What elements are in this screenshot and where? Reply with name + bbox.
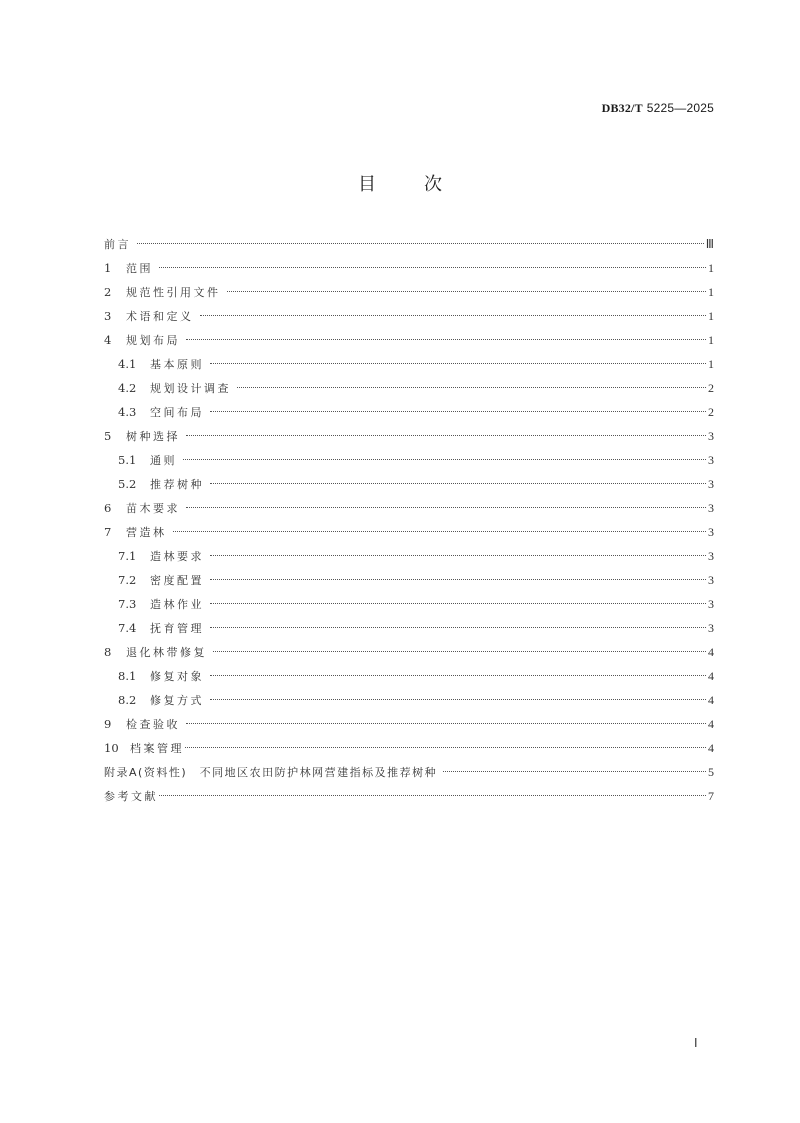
toc-label: 规划布局 [126, 334, 180, 347]
toc-label: 基本原则 [150, 358, 204, 371]
toc-number: 5.1 [118, 453, 137, 467]
toc-entry-7[interactable] [104, 522, 714, 546]
toc-page: 3 [708, 501, 714, 515]
toc-number: 5 [104, 429, 112, 443]
toc-entry-appendix-a[interactable] [104, 762, 714, 786]
toc-number: 5.2 [118, 477, 137, 491]
dot-leader [186, 507, 706, 508]
toc-number: 6 [104, 501, 112, 515]
table-of-contents [104, 234, 714, 810]
toc-page: 3 [708, 621, 714, 635]
dot-leader [210, 555, 706, 556]
toc-number: 4 [104, 333, 112, 347]
toc-label: 附录A(资料性) 不同地区农田防护林网营建指标及推荐树种 [104, 766, 438, 779]
dot-leader [186, 723, 706, 724]
toc-entry-4[interactable] [104, 330, 714, 354]
toc-entry-6[interactable] [104, 498, 714, 522]
toc-number: 7.4 [118, 621, 137, 635]
dot-leader [210, 363, 706, 364]
dot-leader [213, 651, 706, 652]
toc-label: 参考文献 [104, 790, 158, 803]
toc-page: 3 [708, 453, 714, 467]
page-title [0, 170, 800, 196]
dot-leader [210, 675, 706, 676]
toc-label: 规范性引用文件 [126, 286, 221, 299]
toc-number: 8 [104, 645, 112, 659]
dot-leader [210, 603, 706, 604]
toc-label: 修复对象 [150, 670, 204, 683]
toc-label: 退化林带修复 [126, 646, 207, 659]
title-char-2: 次 [424, 174, 442, 195]
dot-leader [185, 747, 706, 748]
title-char-1: 目 [358, 174, 376, 195]
toc-label: 密度配置 [150, 574, 204, 587]
toc-entry-1[interactable] [104, 258, 714, 282]
toc-entry-7-4[interactable] [104, 618, 714, 642]
toc-page: 4 [708, 717, 714, 731]
dot-leader [210, 699, 706, 700]
toc-number: 4.3 [118, 405, 137, 419]
dot-leader [159, 795, 706, 796]
toc-label: 空间布局 [150, 406, 204, 419]
toc-page: 1 [708, 285, 714, 299]
toc-number: 2 [104, 285, 112, 299]
toc-label: 抚育管理 [150, 622, 204, 635]
toc-page: 3 [708, 573, 714, 587]
dot-leader [210, 627, 706, 628]
toc-entry-5-1[interactable] [104, 450, 714, 474]
toc-label: 造林作业 [150, 598, 204, 611]
toc-page: 3 [708, 477, 714, 491]
toc-page: 2 [708, 405, 714, 419]
toc-entry-foreword[interactable] [104, 234, 714, 258]
dot-leader [210, 411, 706, 412]
toc-page: 7 [708, 789, 714, 803]
toc-entry-5[interactable] [104, 426, 714, 450]
toc-label: 苗木要求 [126, 502, 180, 515]
toc-page: 3 [708, 597, 714, 611]
toc-number: 4.2 [118, 381, 137, 395]
toc-number: 4.1 [118, 357, 137, 371]
toc-entry-references[interactable] [104, 786, 714, 810]
toc-entry-8[interactable] [104, 642, 714, 666]
document-code-number: 5225—2025 [646, 101, 714, 115]
toc-entry-8-1[interactable] [104, 666, 714, 690]
dot-leader [210, 579, 706, 580]
toc-number: 1 [104, 261, 112, 275]
toc-label: 推荐树种 [150, 478, 204, 491]
toc-entry-4-2[interactable] [104, 378, 714, 402]
toc-page: 4 [708, 669, 714, 683]
toc-number: 7.3 [118, 597, 137, 611]
toc-page: 4 [708, 645, 714, 659]
toc-page: 4 [708, 741, 714, 755]
toc-number: 7.1 [118, 549, 137, 563]
toc-label: 前言 [104, 238, 131, 251]
toc-entry-10[interactable] [104, 738, 714, 762]
toc-page: 1 [708, 333, 714, 347]
dot-leader [137, 243, 704, 244]
toc-entry-4-1[interactable] [104, 354, 714, 378]
toc-page: 3 [708, 525, 714, 539]
toc-number: 7.2 [118, 573, 137, 587]
document-code-prefix: DB32/T [601, 101, 643, 115]
toc-entry-2[interactable] [104, 282, 714, 306]
dot-leader [210, 483, 706, 484]
toc-number: 9 [104, 717, 112, 731]
toc-number: 8.1 [118, 669, 137, 683]
toc-entry-4-3[interactable] [104, 402, 714, 426]
toc-page: 4 [708, 693, 714, 707]
toc-number: 3 [104, 309, 112, 323]
dot-leader [227, 291, 707, 292]
toc-page: 3 [708, 429, 714, 443]
toc-entry-7-3[interactable] [104, 594, 714, 618]
dot-leader [186, 339, 706, 340]
dot-leader [186, 435, 706, 436]
toc-entry-9[interactable] [104, 714, 714, 738]
toc-label: 营造林 [126, 526, 167, 539]
dot-leader [173, 531, 707, 532]
dot-leader [159, 267, 706, 268]
toc-page: 5 [708, 765, 714, 779]
toc-label: 造林要求 [150, 550, 204, 563]
toc-entry-7-2[interactable] [104, 570, 714, 594]
toc-page: 1 [708, 309, 714, 323]
toc-page: 2 [708, 381, 714, 395]
toc-page: 1 [708, 357, 714, 371]
toc-label: 规划设计调查 [150, 382, 231, 395]
toc-number: 7 [104, 525, 112, 539]
toc-number: 8.2 [118, 693, 137, 707]
toc-label: 通则 [150, 454, 177, 467]
toc-label: 术语和定义 [126, 310, 194, 323]
toc-page: 3 [708, 549, 714, 563]
dot-leader [183, 459, 706, 460]
toc-label: 检查验收 [126, 718, 180, 731]
toc-entry-5-2[interactable] [104, 474, 714, 498]
dot-leader [237, 387, 706, 388]
dot-leader [200, 315, 707, 316]
toc-entry-3[interactable] [104, 306, 714, 330]
toc-label: 修复方式 [150, 694, 204, 707]
toc-entry-7-1[interactable] [104, 546, 714, 570]
toc-number: 10 [104, 741, 119, 755]
toc-page: 1 [708, 261, 714, 275]
toc-entry-8-2[interactable] [104, 690, 714, 714]
toc-label: 树种选择 [126, 430, 180, 443]
page-number: Ⅰ [694, 1036, 698, 1050]
document-code [602, 101, 714, 116]
toc-label: 范围 [126, 262, 153, 275]
toc-page: Ⅲ [705, 237, 714, 251]
toc-label: 档案管理 [130, 742, 184, 755]
dot-leader [443, 771, 706, 772]
